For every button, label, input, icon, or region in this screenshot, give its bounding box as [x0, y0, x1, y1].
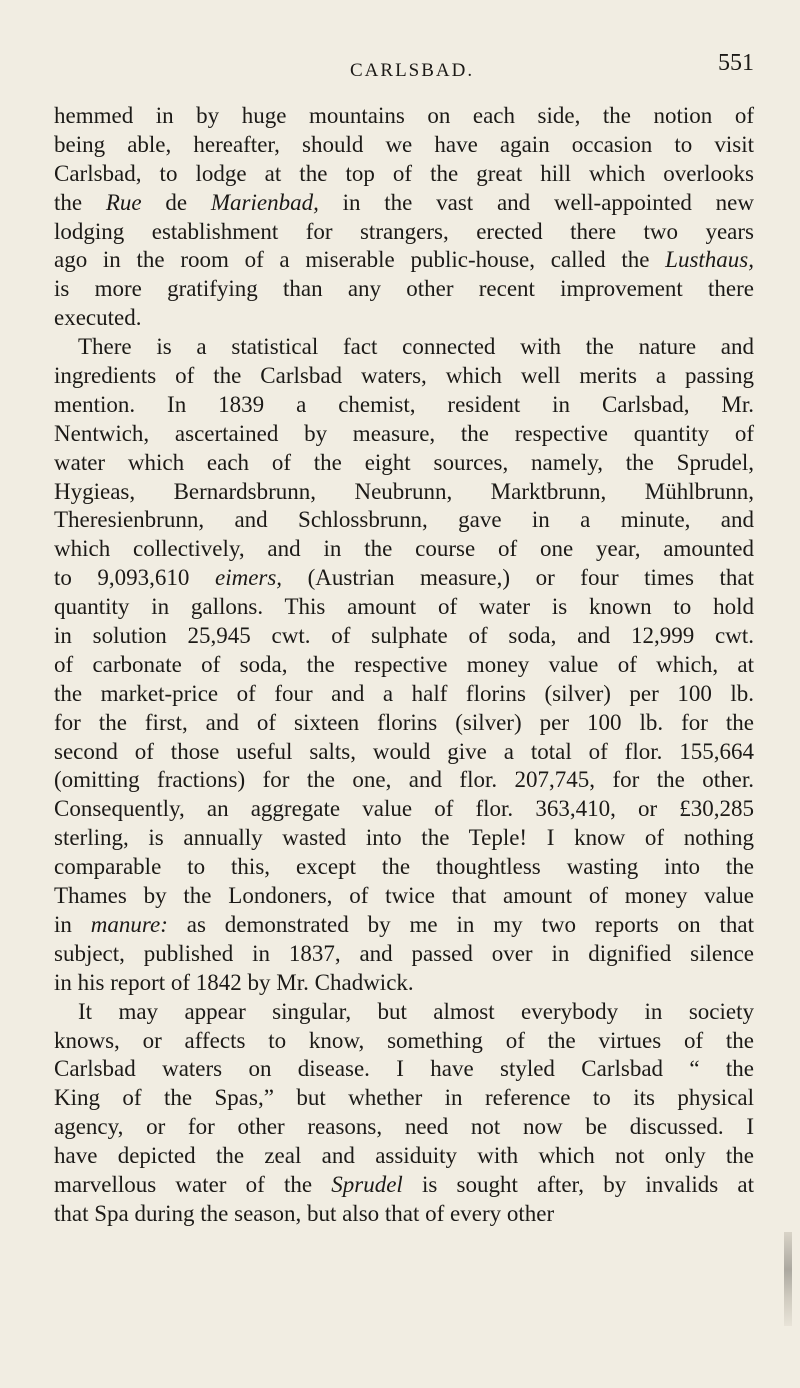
text-line: knows, or affects to know, something of the virtues of the [54, 1027, 754, 1053]
text-line: the market-price of four and a half florins (silver) per 100 lb. [54, 680, 754, 706]
italic-term: Rue [105, 189, 142, 215]
text-line: to 9,093,610 eimers, (Austrian measure,) or four times that [54, 565, 755, 591]
text-line: lodging establishment for strangers, erected there two years [54, 218, 754, 244]
text-line: for the first, and of sixteen florins (silver) per 100 lb. for the [54, 709, 754, 735]
text-line: the Rue de Marienbad, in the vast and well-appointed new [54, 189, 754, 215]
italic-term: Marienbad, [210, 189, 319, 215]
body-text [54, 102, 754, 1229]
text-line: Nentwich, ascertained by measure, the respective quantity of [54, 420, 754, 446]
text-line: that Spa during the season, but also that of every other [54, 1200, 555, 1226]
text-line: Hygieas, Bernardsbrunn, Neubrunn, Marktbrunn, Mühlbrunn, [54, 478, 754, 504]
italic-term: manure: [90, 911, 168, 937]
text-line: Consequently, an aggregate value of flor. 363,410, or £30,285 [54, 796, 754, 822]
text-line: subject, published in 1837, and passed over in dignified silence [54, 940, 754, 966]
text-line: comparable to this, except the thoughtless wasting into the [54, 854, 754, 880]
italic-term: Sprudel [331, 1171, 403, 1197]
text-line: ingredients of the Carlsbad waters, which well merits a passing [54, 363, 754, 389]
text-line: is more gratifying than any other recent improvement there [54, 276, 754, 302]
text-line: King of the Spas,” but whether in reference to its physical [54, 1085, 754, 1111]
text-line: in his report of 1842 by Mr. Chadwick. [54, 969, 414, 995]
text-line: Theresienbrunn, and Schlossbrunn, gave in a minute, and [54, 507, 754, 533]
page-number: 551 [718, 50, 754, 76]
italic-term: eimers, [214, 565, 283, 591]
text-line: second of those useful salts, would give a total of flor. 155,664 [54, 738, 754, 764]
text-line: Thames by the Londoners, of twice that amount of money value [54, 883, 754, 909]
running-head-title: CARLSBAD. [350, 60, 475, 81]
text-line: mention. In 1839 a chemist, resident in Carlsbad, Mr. [54, 391, 754, 417]
text-line: hemmed in by huge mountains on each side, the notion of [54, 103, 754, 128]
text-line: quantity in gallons. This amount of water is known to hold [54, 594, 754, 620]
text-line: in solution 25,945 cwt. of sulphate of soda, and 12,999 cwt. [54, 623, 754, 649]
text-line: (omitting fractions) for the one, and flor. 207,745, for the other. [54, 767, 754, 793]
text-line: There is a statistical fact connected with the nature and [78, 334, 754, 360]
text-line: water which each of the eight sources, namely, the Sprudel, [54, 449, 754, 475]
text-line: sterling, is annually wasted into the Teple! I know of nothing [54, 825, 754, 851]
text-line: which collectively, and in the course of one year, amounted [54, 536, 754, 562]
italic-term: Lusthaus, [665, 247, 754, 273]
text-line: of carbonate of soda, the respective money value of which, at [54, 651, 754, 677]
running-header [0, 50, 800, 86]
text-line: agency, or for other reasons, need not now be discussed. I [54, 1114, 754, 1140]
text-line: Carlsbad, to lodge at the top of the great hill which overlooks [54, 160, 754, 186]
text-line: have depicted the zeal and assiduity with which not only the [54, 1143, 754, 1169]
text-line: ago in the room of a miserable public-house, called the Lusthaus, [54, 247, 754, 273]
text-line: in manure: as demonstrated by me in my two reports on that [54, 911, 754, 937]
text-line: It may appear singular, but almost everybody in society [78, 998, 754, 1024]
text-line: marvellous water of the Sprudel is sought after, by invalids at [54, 1171, 754, 1197]
page-edge-shadow [784, 1232, 792, 1326]
text-line: being able, hereafter, should we have again occasion to visit [54, 131, 754, 157]
text-line: Carlsbad waters on disease. I have styled Carlsbad “ the [54, 1056, 754, 1082]
text-line: executed. [54, 305, 142, 331]
